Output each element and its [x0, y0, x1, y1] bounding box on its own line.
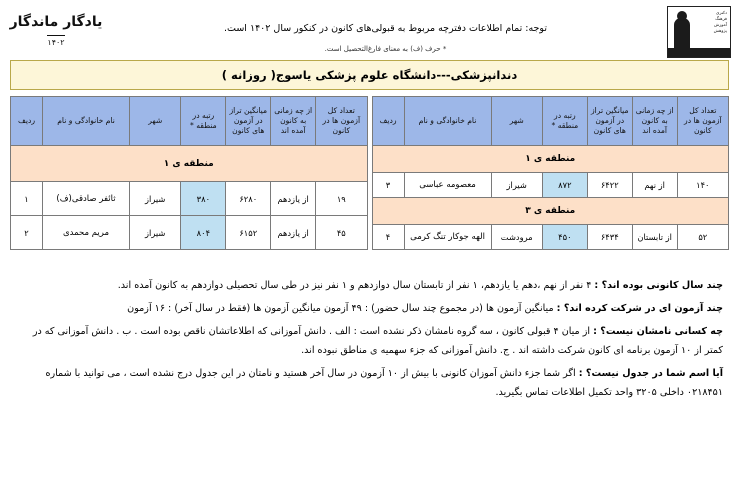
- brand-logo: [8, 6, 104, 49]
- col-index: ردیف: [11, 97, 43, 146]
- cell-average: ۶۱۵۲: [226, 216, 271, 250]
- cell-rank: ۸۰۴: [181, 216, 226, 250]
- logo-line-2: فرهنگ: [715, 17, 727, 22]
- col-since-when: از چه زمانی به کانون آمده اند: [632, 97, 677, 146]
- header-note: [104, 6, 667, 58]
- cell-since: از تابستان: [632, 225, 677, 250]
- header-note-main: توجه: تمام اطلاعات دفترچه مربوط به قبولی‌های کانون در کنکور سال ۱۴۰۲ است.: [224, 23, 547, 34]
- col-average-score: میانگین تراز در آزمون های کانون: [226, 97, 271, 146]
- page-header: [0, 0, 739, 58]
- cell-average: ۶۴۳۴: [587, 225, 632, 250]
- cell-average: ۶۲۸۰: [226, 182, 271, 216]
- cell-index: ۴: [372, 225, 404, 250]
- faq-answer: اگر شما جزء دانش آموزان کانونی با بیش از ۱۰ آزمون در سال آخر هستید و نامتان در این جدول درج نشده است ، می توانید با شماره ۰۲۱۸۴۵۱ داخلی ۳۲۰۵ واحد تکمیل اطلاعات تماس بگیرید.: [45, 368, 723, 398]
- faq-answer: ۴ نفر از نهم ،دهم یا یازدهم، ۱ نفر از تابستان سال دوازدهم و ۱ نفر نیز در طی سال تحصیلی دوازدهم به کانون آمده اند.: [117, 280, 592, 291]
- cell-city: شیراز: [491, 173, 542, 198]
- col-region-rank: رتبه در منطقه *: [542, 97, 587, 146]
- logo-line-1: دکتری: [716, 11, 727, 16]
- table-row: [11, 182, 368, 216]
- faq-item: [16, 276, 723, 295]
- logo-line-3: آموزش: [713, 23, 727, 28]
- faq-question: چه کسانی نامشان نیست؟ :: [593, 326, 723, 337]
- faq-question: چند آزمون ای در شرکت کرده اند؟ :: [556, 303, 723, 314]
- cell-city: شیراز: [130, 216, 181, 250]
- cell-since: از یازدهم: [271, 216, 316, 250]
- faq-question: چند سال کانونی بوده اند؟ :: [594, 280, 723, 291]
- faq-item: [16, 364, 723, 402]
- logo-line-4: پژوهش: [713, 29, 727, 34]
- cell-total: ۱۹: [316, 182, 367, 216]
- cell-rank: ۳۸۰: [181, 182, 226, 216]
- col-since-when: از چه زمانی به کانون آمده اند: [271, 97, 316, 146]
- faq-question: آیا اسم شما در جدول نیست؟ :: [578, 368, 723, 379]
- faq-answer: از میان ۴ قبولی کانون ، سه گروه نامشان ذکر نشده است : الف . دانش آموزانی که اطلاعاتشان ناقص بوده است . ب . دانش آموزانی که در کمتر از ۱۰ آزمون برنامه ای کانون شرکت داشته اند . ج. دانش آموزانی که جزء سهمیه ی مناطق نبوده اند.: [32, 326, 723, 356]
- cell-average: ۶۴۲۲: [587, 173, 632, 198]
- brand-year: ۱۴۰۲: [47, 35, 64, 47]
- cell-total: ۴۵: [316, 216, 367, 250]
- col-total-exams: تعداد کل آزمون ها در کانون: [677, 97, 728, 146]
- cell-index: ۱: [11, 182, 43, 216]
- cell-rank: ۸۷۲: [542, 173, 587, 198]
- page-title: دندانپزشکی---دانشگاه علوم پزشکی یاسوج( روزانه ): [10, 60, 729, 90]
- table-header-row: [11, 97, 368, 146]
- region-header-row: [372, 146, 729, 173]
- col-index: ردیف: [372, 97, 404, 146]
- cell-name: الهه جوکار تنگ کرمی: [404, 225, 491, 250]
- table-row: [11, 216, 368, 250]
- region-header-row: [372, 198, 729, 225]
- table-header-row: [372, 97, 729, 146]
- faq-item: [16, 299, 723, 318]
- cell-index: ۲: [11, 216, 43, 250]
- col-full-name: نام خانوادگی و نام: [43, 97, 130, 146]
- col-city: شهر: [130, 97, 181, 146]
- col-city: شهر: [491, 97, 542, 146]
- institution-logo-icon: [667, 6, 731, 58]
- cell-name: مریم محمدی: [43, 216, 130, 250]
- region-label: منطقه ی ۱: [11, 146, 368, 182]
- cell-total: ۵۲: [677, 225, 728, 250]
- col-region-rank: رتبه در منطقه *: [181, 97, 226, 146]
- col-average-score: میانگین تراز در آزمون های کانون: [587, 97, 632, 146]
- results-tables: [10, 96, 729, 250]
- cell-total: ۱۴۰: [677, 173, 728, 198]
- table-row: [372, 225, 729, 250]
- col-full-name: نام خانوادگی و نام: [404, 97, 491, 146]
- header-note-sub: * حرف (ف) به معنای فارغ‌التحصیل است.: [324, 45, 447, 53]
- col-total-exams: تعداد کل آزمون ها در کانون: [316, 97, 367, 146]
- results-table-primary: [10, 96, 368, 250]
- table-row: [372, 173, 729, 198]
- faq-section: [16, 276, 723, 402]
- faq-item: [16, 322, 723, 360]
- region-label: منطقه ی ۳: [372, 198, 729, 225]
- region-label: منطقه ی ۱: [372, 146, 729, 173]
- cell-name: معصومه عباسی: [404, 173, 491, 198]
- results-table-secondary: [372, 96, 730, 250]
- region-header-row: [11, 146, 368, 182]
- cell-since: از یازدهم: [271, 182, 316, 216]
- cell-city: شیراز: [130, 182, 181, 216]
- cell-name: ثائفر صادقی(ف): [43, 182, 130, 216]
- brand-name: یادگار ماندگار: [9, 14, 103, 30]
- cell-since: از نهم: [632, 173, 677, 198]
- cell-city: مرودشت: [491, 225, 542, 250]
- cell-index: ۳: [372, 173, 404, 198]
- cell-rank: ۴۵۰: [542, 225, 587, 250]
- faq-answer: میانگین آزمون ها (در مجموع چند سال حضور) : ۴۹ آزمون میانگین آزمون ها (فقط در سال آخر) : ۱۶ آزمون: [127, 303, 554, 314]
